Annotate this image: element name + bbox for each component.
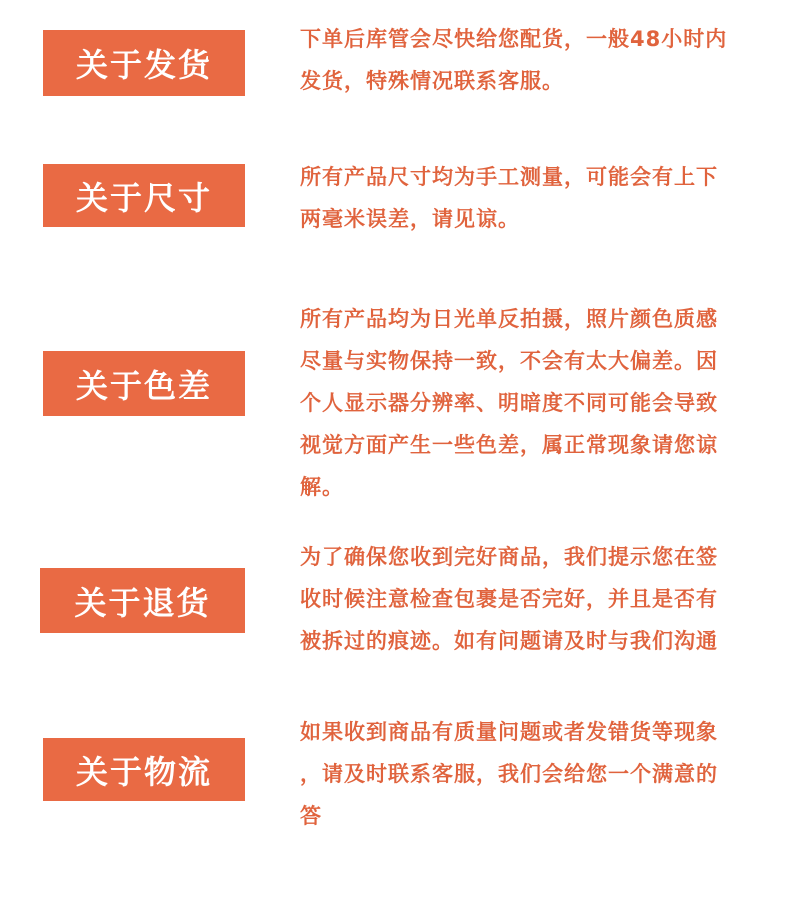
section-desc-color (300, 298, 760, 508)
section-title-color (43, 351, 245, 416)
desc-line: 发货，特殊情况联系客服。 (300, 69, 564, 93)
desc-line: 答 (300, 804, 322, 828)
desc-line: 个人显示器分辨率、明暗度不同可能会导致 (300, 391, 718, 415)
desc-line: ，请及时联系客服，我们会给您一个满意的 (300, 762, 718, 786)
desc-line: 下单后库管会尽快给您配货，一般48小时内 (300, 27, 728, 51)
section-title-logistics-text: 关于物流 (75, 752, 212, 791)
desc-line: 解。 (300, 475, 344, 499)
section-title-size-text: 关于尺寸 (75, 178, 212, 217)
section-title-returns (40, 568, 245, 633)
desc-line: 视觉方面产生一些色差，属正常现象请您谅 (300, 433, 718, 457)
section-title-shipping (43, 30, 245, 96)
desc-line: 所有产品均为日光单反拍摄，照片颜色质感 (300, 307, 718, 331)
section-desc-size (300, 156, 760, 240)
section-desc-returns (300, 536, 760, 662)
desc-line: 所有产品尺寸均为手工测量，可能会有上下 (300, 165, 718, 189)
desc-line: 收时候注意检查包裹是否完好，并且是否有 (300, 587, 718, 611)
section-title-shipping-text: 关于发货 (75, 46, 212, 84)
section-desc-shipping (300, 18, 760, 102)
section-title-size (43, 164, 245, 227)
desc-line: 两毫米误差，请见谅。 (300, 207, 520, 231)
desc-line: 如果收到商品有质量问题或者发错货等现象 (300, 720, 718, 744)
desc-line: 为了确保您收到完好商品，我们提示您在签 (300, 545, 718, 569)
section-title-logistics (43, 738, 245, 801)
desc-line: 尽量与实物保持一致，不会有太大偏差。因 (300, 349, 718, 373)
section-title-color-text: 关于色差 (75, 366, 212, 405)
section-desc-logistics (300, 711, 760, 837)
section-title-returns-text: 关于退货 (74, 583, 211, 622)
desc-line: 被拆过的痕迹。如有问题请及时与我们沟通 (300, 629, 718, 653)
